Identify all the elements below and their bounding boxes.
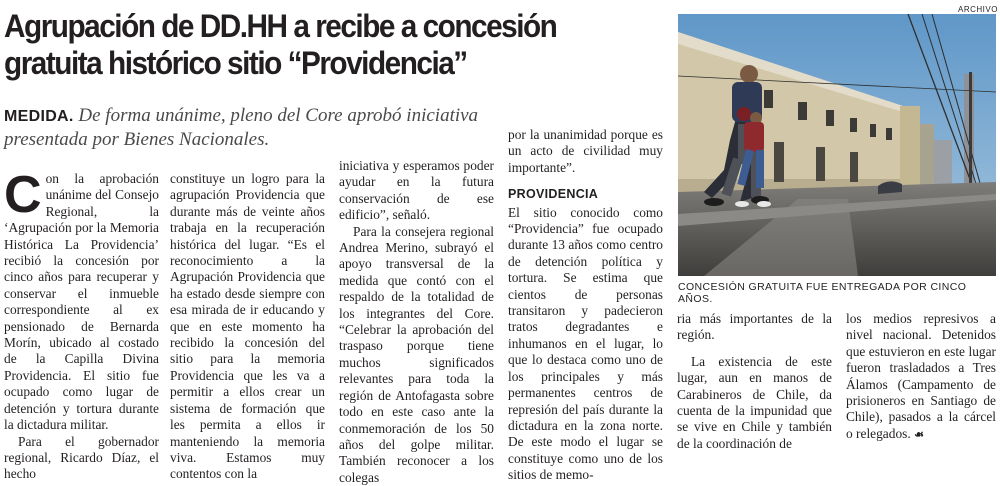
- article-photo: [678, 14, 996, 276]
- article-column-3: [339, 158, 494, 486]
- paragraph-text: los medios represivos a nivel nacional. Detenidos que estuvieron en este lugar fueron trasladados a Tres Álamos (Campamento de prisioneros en Santiago de Chile), pasados a la cárcel o relegados.: [846, 311, 996, 441]
- deck: [4, 104, 504, 151]
- paragraph: Para el gobernador regional, Ricardo Díaz, el hecho: [4, 433, 159, 482]
- paragraph: [846, 311, 996, 443]
- photo-caption: CONCESIÓN GRATUITA FUE ENTREGADA POR CINCO AÑOS.: [678, 281, 967, 305]
- article-column-5: [677, 311, 832, 452]
- paragraph: El sitio conocido como “Providencia” fue ocupado durante 13 años como centro de detención política y tortura. Se estima que cientos de personas transitaron y padecieron tratos degradantes e inhumanos en el lugar, lo que lo destaca como uno de los principales y más permanentes centros de represión del país durante la dictadura en la zona norte. De este modo el lugar se constituye como uno de los sitios de memo-: [508, 204, 663, 483]
- paragraph: Para la consejera regional Andrea Merino, subrayó el apoyo transversal de la medida que contó con el respaldo de la totalidad de los integrantes del Core. “Celebrar la aprobación del traspaso porque tiene muchos significados relevantes para toda la región de Antofagasta sobre todo en este caso ante la conmemoración de los 50 años del golpe militar. También reconocer a los colegas: [339, 223, 494, 485]
- paragraph: La existencia de este lugar, aun en manos de Carabineros de Chile, da cuenta de la impunidad que se vive en Chile y también de la coordinación de: [677, 353, 832, 451]
- deck-text: De forma unánime, pleno del Core aprobó iniciativa presentada por Bienes Nacionales.: [4, 105, 479, 150]
- end-mark-icon: ☙: [914, 428, 924, 441]
- section-subhead: PROVIDENCIA: [508, 187, 599, 202]
- article-column-4: [508, 127, 663, 484]
- paragraph: iniciativa y esperamos poder ayudar en la futura conservación de ese edificio”, señaló.: [339, 158, 494, 223]
- deck-lead: MEDIDA.: [4, 108, 74, 125]
- photo-credit: ARCHIVO: [958, 5, 998, 14]
- headline: Agrupación de DD.HH a recibe a concesión gratuita histórico sitio “Providencia”: [4, 8, 557, 81]
- paragraph: constituye un logro para la agrupación Providencia que durante más de veinte años trabaja en la recuperación histórica del lugar. “Es el reconocimiento a la Agrupación Providencia que ha estado desde siempre con esa mirada de ir educando y que en este momento ha recibido la concesión del sitio para la memoria Providencia que les va a permitir a ellos crear un sistema de formación que les permita a ellos ir manteniendo la memoria viva. Estamos muy contentos con la: [170, 171, 325, 482]
- article-column-6: [846, 311, 996, 443]
- drop-cap: C: [4, 166, 42, 224]
- paragraph: on la aprobación unánime del Consejo Regional, la ‘Agrupación por la Memoria Histórica La Providencia’ recibió la concesión por cinco años para recuperar y conservar el inmueble correspondiente al ex pensionado de Bernarda Morín, ubicado al costado de la Capilla Divina Providencia. El sitio fue ocupado como lugar de detención y tortura durante la dictadura militar.: [4, 171, 159, 433]
- paragraph: ria más importantes de la región.: [677, 311, 832, 343]
- paragraph: por la unanimidad porque es un acto de civilidad muy importante”.: [508, 127, 663, 175]
